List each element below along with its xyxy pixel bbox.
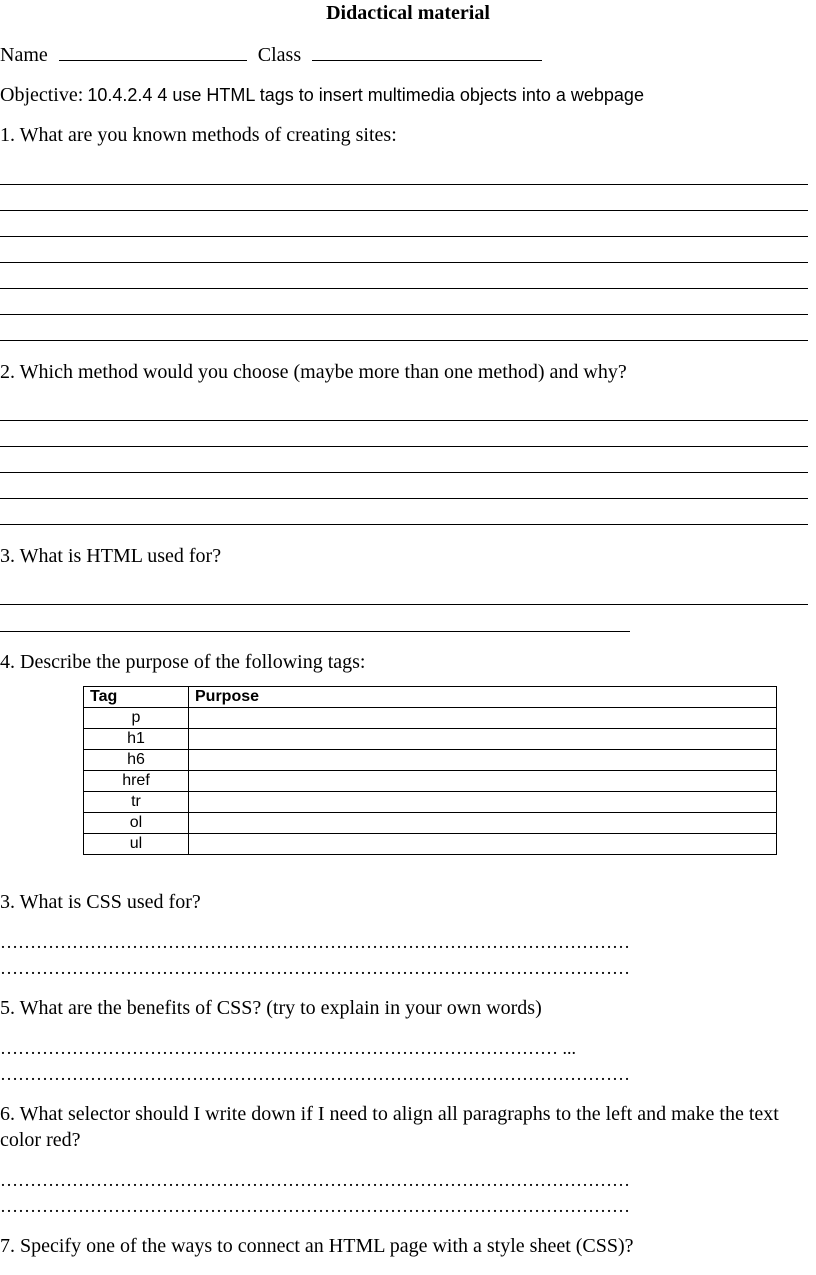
question-4: 4. Describe the purpose of the following tags: bbox=[0, 651, 366, 673]
question-7: 7. Specify one of the ways to connect an HTML page with a style sheet (CSS)? bbox=[0, 1235, 634, 1257]
answer-line[interactable] bbox=[0, 631, 630, 632]
answer-line[interactable] bbox=[0, 604, 808, 605]
answer-line[interactable] bbox=[0, 210, 808, 211]
answer-line[interactable] bbox=[0, 446, 808, 447]
objective-label: Objective: bbox=[0, 84, 84, 106]
table-row bbox=[84, 834, 777, 855]
purpose-cell[interactable] bbox=[189, 729, 777, 750]
dotted-answer-line[interactable]: ………………………………………………………………………………… ... bbox=[0, 1038, 576, 1058]
table-header-row bbox=[84, 687, 777, 708]
page-title: Didactical material bbox=[326, 2, 490, 24]
dotted-answer-line[interactable]: …………………………………………………………………………………………… bbox=[0, 1064, 630, 1084]
tag-cell: ul bbox=[84, 834, 189, 855]
purpose-cell[interactable] bbox=[189, 750, 777, 771]
question-5: 5. What are the benefits of CSS? (try to explain in your own words) bbox=[0, 997, 542, 1019]
answer-line[interactable] bbox=[0, 340, 808, 341]
class-label: Class bbox=[257, 44, 302, 66]
question-2: 2. Which method would you choose (maybe more than one method) and why? bbox=[0, 361, 627, 383]
answer-line[interactable] bbox=[0, 498, 808, 499]
tag-cell: href bbox=[84, 771, 189, 792]
answer-line[interactable] bbox=[0, 236, 808, 237]
dotted-answer-line[interactable]: …………………………………………………………………………………………… bbox=[0, 1170, 630, 1190]
header-tag: Tag bbox=[84, 687, 189, 708]
answer-line[interactable] bbox=[0, 524, 808, 525]
objective-text: 10.4.2.4 4 use HTML tags to insert multimedia objects into a webpage bbox=[87, 85, 644, 105]
question-1: 1. What are you known methods of creating sites: bbox=[0, 124, 397, 146]
tag-cell: tr bbox=[84, 792, 189, 813]
purpose-cell[interactable] bbox=[189, 813, 777, 834]
table-row bbox=[84, 729, 777, 750]
purpose-cell[interactable] bbox=[189, 834, 777, 855]
objective-row bbox=[0, 83, 644, 107]
answer-line[interactable] bbox=[0, 472, 808, 473]
answer-line[interactable] bbox=[0, 420, 808, 421]
purpose-cell[interactable] bbox=[189, 771, 777, 792]
name-class-row bbox=[0, 42, 542, 67]
answer-line[interactable] bbox=[0, 262, 808, 263]
table-row bbox=[84, 771, 777, 792]
answer-line[interactable] bbox=[0, 288, 808, 289]
question-6-line-1: 6. What selector should I write down if I need to align all paragraphs to the left and make the text bbox=[0, 1103, 779, 1125]
answer-line[interactable] bbox=[0, 314, 808, 315]
dotted-answer-line[interactable]: …………………………………………………………………………………………… bbox=[0, 1196, 630, 1216]
dotted-answer-line[interactable]: …………………………………………………………………………………………… bbox=[0, 932, 630, 952]
tag-cell: h1 bbox=[84, 729, 189, 750]
table-row bbox=[84, 708, 777, 729]
dotted-answer-line[interactable]: …………………………………………………………………………………………… bbox=[0, 958, 630, 978]
name-label: Name bbox=[0, 44, 48, 66]
question-6-line-2: color red? bbox=[0, 1129, 81, 1151]
tag-cell: ol bbox=[84, 813, 189, 834]
answer-line[interactable] bbox=[0, 184, 808, 185]
tags-table bbox=[83, 686, 777, 855]
table-row bbox=[84, 813, 777, 834]
header-purpose: Purpose bbox=[189, 687, 777, 708]
purpose-cell[interactable] bbox=[189, 792, 777, 813]
question-3-html: 3. What is HTML used for? bbox=[0, 545, 222, 567]
class-field[interactable] bbox=[312, 42, 542, 61]
tag-cell: p bbox=[84, 708, 189, 729]
name-field[interactable] bbox=[59, 42, 247, 61]
tag-cell: h6 bbox=[84, 750, 189, 771]
table-row bbox=[84, 792, 777, 813]
table-row bbox=[84, 750, 777, 771]
purpose-cell[interactable] bbox=[189, 708, 777, 729]
question-3-css: 3. What is CSS used for? bbox=[0, 891, 201, 913]
